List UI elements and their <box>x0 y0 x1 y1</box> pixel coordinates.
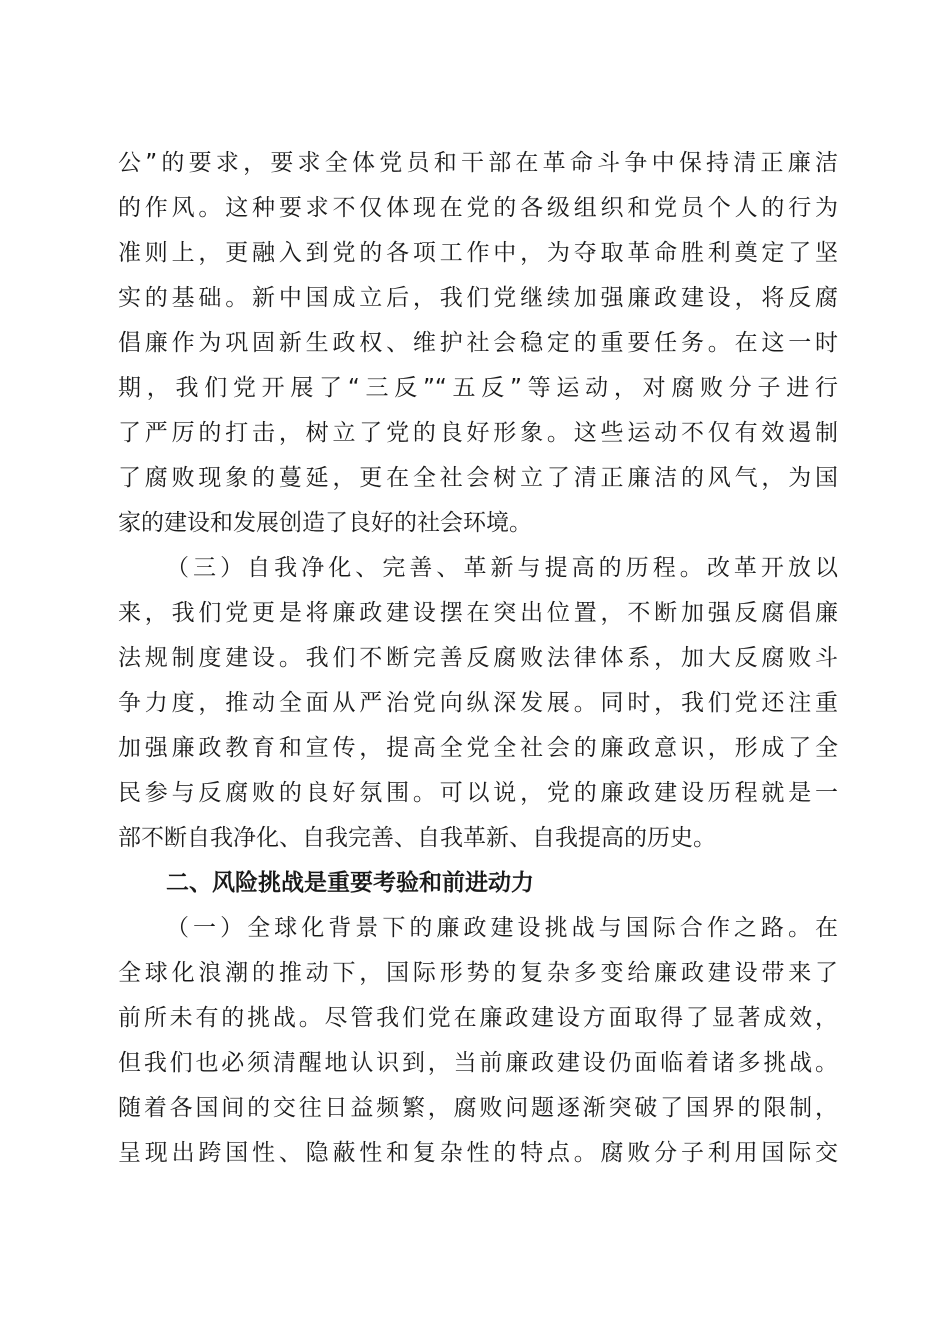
paragraph-2-line: 法规制度建设。我们不断完善反腐败法律体系，加大反腐败斗 <box>118 645 838 671</box>
paragraph-3-line: 呈现出跨国性、隐蔽性和复杂性的特点。腐败分子利用国际交 <box>118 1140 838 1166</box>
paragraph-1-line: 了腐败现象的蔓延，更在全社会树立了清正廉洁的风气，为国 <box>118 465 838 491</box>
paragraph-1-line: 准则上，更融入到党的各项工作中，为夺取革命胜利奠定了坚 <box>118 240 838 266</box>
paragraph-1-line: 了严厉的打击，树立了党的良好形象。这些运动不仅有效遏制 <box>118 420 838 446</box>
paragraph-1-line: 公”的要求，要求全体党员和干部在革命斗争中保持清正廉洁 <box>118 150 838 176</box>
paragraph-2-line: （三）自我净化、完善、革新与提高的历程。改革开放以 <box>166 555 838 581</box>
paragraph-1-line: 的作风。这种要求不仅体现在党的各级组织和党员个人的行为 <box>118 195 838 221</box>
paragraph-3-line: 全球化浪潮的推动下，国际形势的复杂多变给廉政建设带来了 <box>118 960 838 986</box>
paragraph-3-line: （一）全球化背景下的廉政建设挑战与国际合作之路。在 <box>166 915 838 941</box>
paragraph-1-line: 家的建设和发展创造了良好的社会环境。 <box>118 510 532 536</box>
paragraph-2-line: 来，我们党更是将廉政建设摆在突出位置，不断加强反腐倡廉 <box>118 600 838 626</box>
paragraph-2-line: 民参与反腐败的良好氛围。可以说，党的廉政建设历程就是一 <box>118 780 838 806</box>
paragraph-3-line: 前所未有的挑战。尽管我们党在廉政建设方面取得了显著成效， <box>118 1005 838 1031</box>
paragraph-1-line: 实的基础。新中国成立后，我们党继续加强廉政建设，将反腐 <box>118 285 838 311</box>
paragraph-1-line: 倡廉作为巩固新生政权、维护社会稳定的重要任务。在这一时 <box>118 330 838 356</box>
paragraph-2-line: 加强廉政教育和宣传，提高全党全社会的廉政意识，形成了全 <box>118 735 838 761</box>
paragraph-1-line: 期，我们党开展了“三反”“五反”等运动，对腐败分子进行 <box>118 375 838 401</box>
paragraph-3-line: 但我们也必须清醒地认识到，当前廉政建设仍面临着诸多挑战。 <box>118 1050 838 1076</box>
section-heading: 二、风险挑战是重要考验和前进动力 <box>166 870 534 896</box>
paragraph-2-line: 部不断自我净化、自我完善、自我革新、自我提高的历史。 <box>118 825 716 851</box>
paragraph-2-line: 争力度，推动全面从严治党向纵深发展。同时，我们党还注重 <box>118 690 838 716</box>
paragraph-3-line: 随着各国间的交往日益频繁，腐败问题逐渐突破了国界的限制， <box>118 1095 838 1121</box>
